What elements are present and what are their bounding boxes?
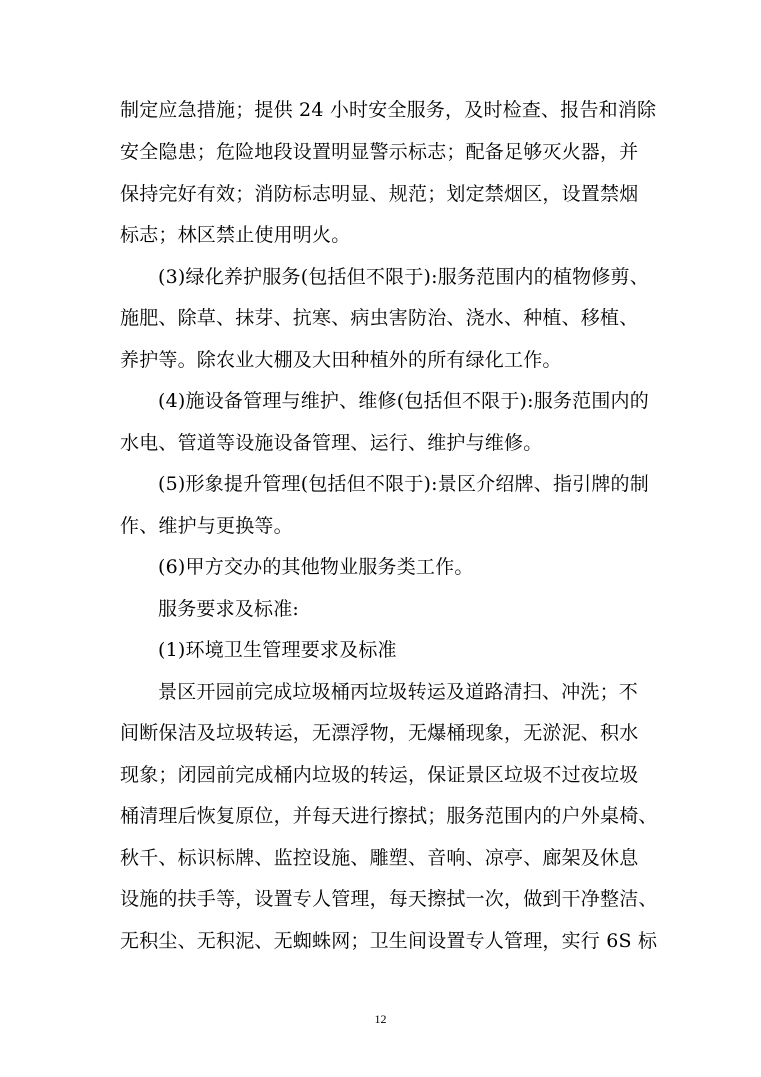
subsection-heading: (1)环境卫生管理要求及标准 <box>158 639 397 661</box>
text-line: 制定应急措施；提供 24 小时安全服务，及时检查、报告和消除 <box>120 99 657 121</box>
text-line: 作、维护与更换等。 <box>120 515 293 537</box>
text-line: 标志；林区禁止使用明火。 <box>120 224 351 246</box>
text-line: (3)绿化养护服务(包括但不限于):服务范围内的植物修剪、 <box>158 266 649 288</box>
section-heading: 服务要求及标准: <box>158 598 300 620</box>
text-line: (4)施设备管理与维护、维修(包括但不限于):服务范围内的 <box>158 390 649 412</box>
text-line: 间断保洁及垃圾转运，无漂浮物，无爆桶现象，无淤泥、积水 <box>120 722 639 744</box>
page-number: 12 <box>374 1012 387 1026</box>
text-line: 水电、管道等设施设备管理、运行、维护与维修。 <box>120 432 543 454</box>
text-line: 秋千、标识标牌、监控设施、雕塑、音响、凉亭、廊架及休息 <box>120 847 639 869</box>
text-line: (6)甲方交办的其他物业服务类工作。 <box>158 556 474 578</box>
text-line: 桶清理后恢复原位，并每天进行擦拭；服务范围内的户外桌椅、 <box>120 805 658 827</box>
text-line: 现象；闭园前完成桶内垃圾的转运，保证景区垃圾不过夜垃圾 <box>120 764 639 786</box>
text-line: 设施的扶手等，设置专人管理，每天擦拭一次，做到干净整洁、 <box>120 888 658 910</box>
text-line: 养护等。除农业大棚及大田种植外的所有绿化工作。 <box>120 349 562 371</box>
text-line: 无积尘、无积泥、无蜘蛛网；卫生间设置专人管理，实行 6S 标 <box>120 930 658 952</box>
text-line: (5)形象提升管理(包括但不限于):景区介绍牌、指引牌的制 <box>158 473 649 495</box>
text-line: 安全隐患；危险地段设置明显警示标志；配备足够灭火器，并 <box>120 141 639 163</box>
text-line: 景区开园前完成垃圾桶丙垃圾转运及道路清扫、冲洗；不 <box>158 681 639 703</box>
text-line: 施肥、除草、抹芽、抗寒、病虫害防治、浇水、种植、移植、 <box>120 307 639 329</box>
text-line: 保持完好有效；消防标志明显、规范；划定禁烟区，设置禁烟 <box>120 183 639 205</box>
